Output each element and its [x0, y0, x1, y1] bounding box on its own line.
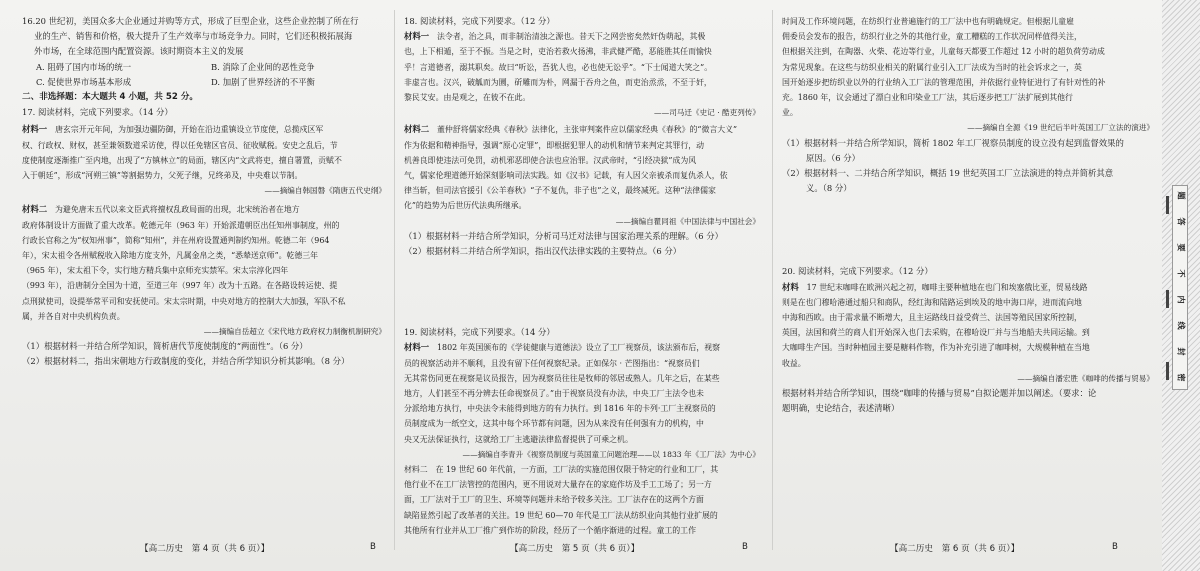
q16-option-d: D. 加剧了世界经济的不平衡: [211, 76, 315, 87]
material-line: 也，上下相遁，至于不振。当是之时，吏治若救火扬沸，非武健严酷，恶能胜其任而愉快: [404, 47, 712, 57]
version-label: B: [742, 542, 748, 552]
material-line: 政府体制设计方面做了重大改革。乾德元年（963 年）开始派遣朝臣出任知州事制度，州的: [22, 220, 340, 230]
section-heading: 二、非选择题：本大题共 4 小题，共 52 分。: [22, 92, 199, 103]
material-line: 化”的趋势为后世历代法典所继承。: [404, 201, 527, 211]
material-line: 分派给地方执行，中央法令未能得到地方的有力执行。到 1816 年的卡列·工厂主视察员的: [404, 404, 716, 414]
material-line: 行政长官称之为“权知州事”，简称“知州”，并在州府设置通判制约知州。乾德二年（964: [22, 235, 330, 245]
material-line: 律当斩，但司法官援引《公羊春秋》“子不复仇，非子也”之义，最终减死。这种“法律儒家: [404, 186, 716, 196]
material-line: 材料二 在 19 世纪 60 年代前，一方面，工厂法的实施范围仅限于特定的行业和工厂，其: [404, 465, 719, 475]
binding-char: 不: [1176, 269, 1186, 278]
q19-requirement: （2）根据材料一、二并结合所学知识，概括 19 世纪英国工厂立法演进的特点并简析其意: [782, 168, 1114, 179]
page-4: [22, 14, 386, 370]
q19-material-2-continued: [782, 14, 1154, 136]
page-4-footer: [140, 542, 390, 554]
material-label: 材料二: [404, 124, 430, 135]
material-line: 大咖啡生产国。当时种植园主要是糖料作物，作为补充引进了咖啡树，大规模种植在当地: [782, 343, 1090, 353]
material-label: 材料一: [22, 124, 48, 135]
material-line: 面，工厂法对于工厂的卫生、环境等问题并未给予较多关注。工厂法存在的这两个方面: [404, 495, 704, 505]
material-line: 董仲舒将儒家经典《春秋》法律化，主张审判案件应以儒家经典《春秋》的“微言大义”: [437, 125, 738, 135]
q19-material-2: [404, 462, 760, 538]
material-line: 员的视察活动并不顺利，且没有留下任何视察纪录。正如保尔 · 芒图指出：“视察员们: [404, 358, 700, 368]
material-line: 入于朝廷”，形成“河朔三镇”等割据势力，父死子继，兄终弟及，中央难以节制。: [22, 171, 303, 181]
binding-char: 内: [1176, 295, 1186, 304]
material-line: 1802 年英国颁布的《学徒健康与道德法》设立了工厂视察员，该法颁布后，视察: [437, 343, 721, 353]
material-line: 国开始逐步把纺织业以外的行业纳入工厂法的管理范围，并依据行业特征进行了有针对性的补: [782, 77, 1106, 87]
material-source: ——摘编自瞿同祖《中国法律与中国社会》: [615, 216, 760, 226]
q17-title: 17. 阅读材料，完成下列要求。（14 分）: [22, 107, 173, 118]
material-line: 则是在也门穆哈港通过船只和商队，经红海和陆路运到埃及的地中海口岸，进而流向地: [782, 297, 1082, 307]
q20-requirement: 根据材料并结合所学知识，围绕“咖啡的传播与贸易”自拟论题并加以阐述。（要求：论: [782, 388, 1097, 399]
material-line: 地方，人们甚至不再分辨去任命视察员了。”由于视察员没有办法，中央工厂主法令也未: [404, 389, 704, 399]
q17-material-2: [22, 202, 386, 339]
page-6-footer: [890, 542, 1140, 554]
material-line: 黎民艾安。由是观之，在彼不在此。: [404, 93, 531, 103]
q16-line: 业的生产、销售和价格，极大提升了生产效率与市场竞争力。同时，它们还积极拓展海: [34, 31, 353, 42]
material-line: 乎！言道德者，溺其职矣。故曰“听讼，吾犹人也，必也使无讼乎”。“下士闻道大笑之”。: [404, 62, 713, 72]
q16-line: 16.20 世纪初，美国众多大企业通过并购等方式，形成了巨型企业，这些企业控制了所在行: [22, 16, 359, 26]
material-line: 非虚言也。汉兴，破觚而为圜，斫雕而为朴，网漏于吞舟之鱼，而吏治烝烝，不至于奸，: [404, 77, 712, 87]
q19-material-1: [404, 340, 760, 462]
material-line: 其他所有行业并从工厂推广到作坊的阶段，经历了一个循序渐进的过程。童工的工作: [404, 525, 696, 535]
material-line: 法令者，治之具，而非制治清浊之源也。昔天下之网尝密矣然奸伪萌起，其极: [437, 32, 706, 42]
q19-requirement: 义。（8 分）: [806, 183, 852, 194]
binding-char: 答: [1176, 217, 1186, 226]
material-label: 材料一: [404, 31, 430, 42]
material-line: 充。1860 年，议会通过了漂白业和印染业工厂法，其后逐步把工厂法扩展到其他行: [782, 93, 1073, 103]
q19-requirement: 原因。（6 分）: [806, 152, 861, 163]
material-label: 材料一: [404, 342, 430, 353]
material-label: 材料二: [22, 204, 48, 215]
material-line: 权、行政权、财权，甚至兼领数道采访使，得以任免辖区官员、征收赋税。安史之乱后，节: [22, 140, 338, 150]
material-line: 中海和西欧。由于需求量不断增大，且主运路线日益受荷兰、法国等殖民国家所控制，: [782, 313, 1082, 323]
material-label: 材料: [782, 281, 799, 292]
binding-char: 题: [1176, 191, 1186, 200]
material-line: 度使制度逐渐推广至内地，出现了“方镇林立”的局面，辖区内“文武将吏，擅自署置，贡赋不: [22, 155, 342, 165]
page-divider: [772, 10, 773, 550]
q16-option-a: A. 阻碍了国内市场的统一: [36, 61, 132, 72]
version-label: B: [1112, 542, 1118, 552]
material-line: 点刑狱使司，设提举常平司和安抚使司。宋太宗时期，中央对地方的控制大大加强，军队不私: [22, 296, 346, 306]
question-16: [22, 14, 386, 90]
material-line: 机善良即使违法可免罚，动机邪恶即使合法也应治罪。汉武帝时，“引经决狱”成为风: [404, 155, 697, 165]
material-line: 气，儒家伦理道德开始深刻影响司法实践。如《汉书》记载，有人因父亲被杀而复仇杀人，依: [404, 171, 728, 181]
q20-material: [782, 280, 1154, 386]
q18-requirement: （1）根据材料一并结合所学知识，分析司马迁对法律与国家治理关系的理解。（6 分）: [404, 230, 723, 241]
material-line: 为常见现象。在这些与纺织业相关的附属行业引入工厂法成为当时的社会诉求之一，英: [782, 62, 1082, 72]
version-label: B: [370, 542, 376, 552]
q16-option-b: B. 消除了企业间的恶性竞争: [211, 61, 315, 72]
material-line: 佣委员会发布的报告，纺织行业之外的其他行业，童工糟糕的工作状况同样值得关注，: [782, 32, 1082, 42]
cut-line: [1166, 362, 1169, 380]
material-line: 属，并各自对中央机构负责。: [22, 311, 125, 321]
material-source: ——司马迁《史记 · 酷吏列传》: [654, 108, 760, 118]
material-line: 收益。: [782, 358, 806, 368]
material-line: 央又无法保证执行，这就给工厂主逃避法律监督提供了可乘之机。: [404, 434, 633, 444]
material-line: 他行业不在工厂法管控的范围内，更不用说对大量存在的家庭作坊及手工工场了；另一方: [404, 480, 712, 490]
material-line: 但根据关注到，在陶器、火柴、花边等行业，儿童每天都要工作超过 12 小时的超负荷劳动成: [782, 47, 1105, 57]
q19-requirement: （1）根据材料一并结合所学知识，简析 1802 年工厂视察员制度的设立没有起到监督效果的: [782, 137, 1124, 148]
material-line: 年），宋太祖令各州赋税收入除地方度支外，凡属金帛之类，“悉辇送京师”。乾德三年: [22, 251, 319, 261]
footer-page-label: 【高二历史 第 6 页（共 6 页）】: [890, 544, 1020, 554]
material-line: 为避免唐末五代以来文臣武将擅权乱政局面的出现，北宋统治者在地方: [55, 205, 300, 215]
material-source: ——摘编自韩国磐《隋唐五代史纲》: [264, 186, 386, 196]
binding-char: 密: [1176, 373, 1186, 382]
q17-requirement: （1）根据材料一并结合所学知识，简析唐代节度使制度的“两面性”。（6 分）: [22, 341, 308, 352]
material-line: 英国，法国和荷兰的商人们开始深入也门去采购，在穆哈设厂并与当地船夫共同运输。到: [782, 328, 1090, 338]
q17-material-1: [22, 122, 386, 198]
material-source: ——摘编自全源《19 世纪后半叶英国工厂立法的演进》: [967, 123, 1154, 133]
q19-title: 19. 阅读材料，完成下列要求。（14 分）: [404, 327, 555, 338]
page-divider: [394, 10, 395, 550]
q17-requirement: （2）根据材料二，指出宋朝地方行政制度的变化，并结合所学知识分析其影响。（8 分）: [22, 356, 350, 367]
binding-char: 封: [1176, 347, 1186, 356]
material-line: （993 年），沿唐制分全国为十道，至道三年（997 年）改为十五路。在各路设转运使、提: [22, 281, 338, 291]
q16-option-c: C. 促使世界市场基本形成: [36, 76, 132, 87]
material-line: 17 世纪末咖啡在欧洲兴起之初，咖啡主要种植地在也门和埃塞俄比亚，贸易线路: [806, 282, 1088, 292]
q20-title: 20. 阅读材料，完成下列要求。（12 分）: [782, 266, 933, 277]
material-line: 无其常伤同更在视察是议员报告，因为视察员往往是牧师的邻居或熟人。几年之后，在某些: [404, 373, 720, 383]
cut-line: [1166, 290, 1169, 308]
q18-material-2: [404, 122, 760, 228]
footer-page-label: 【高二历史 第 5 页（共 6 页）】: [510, 544, 640, 554]
q18-requirement: （2）根据材料二并结合所学知识，指出汉代法律实践的主要特点。（6 分）: [404, 246, 682, 257]
q18-title: 18. 阅读材料，完成下列要求。（12 分）: [404, 16, 555, 26]
material-line: 业。: [782, 108, 798, 118]
material-line: 唐玄宗开元年间，为加强边疆防御，开始在沿边重镇设立节度使，总揽戍区军: [55, 125, 324, 135]
material-line: 作为依据和精神指导，强调“原心定罪”，即根据犯罪人的动机和情节来判定其罪行，动: [404, 140, 705, 150]
material-line: （965 年），宋太祖下令，实行地方精兵集中京师充实禁军。宋太宗淳化四年: [22, 266, 289, 276]
q20-requirement: 题明确，史论结合，表述清晰）: [782, 403, 900, 414]
page-6: [782, 14, 1154, 416]
material-source: ——摘编自岳超立《宋代地方政府权力制衡机制研究》: [203, 327, 386, 337]
material-source: ——摘编自潘宏胜《咖啡的传播与贸易》: [1017, 373, 1154, 383]
q16-options: [22, 60, 386, 90]
binding-char: 要: [1176, 243, 1186, 252]
page-5: [404, 14, 760, 538]
material-line: 时间及工作环境问题，在纺织行业普遍施行的工厂法中也有明确规定。但根据儿童雇: [782, 17, 1074, 26]
q18-material-1: [404, 29, 760, 120]
material-source: ——摘编自李青升《视察员制度与英国童工问题治理——以 1833 年《工厂法》为中心》: [462, 449, 760, 459]
q16-line: 外市场，在全球范围内配置资源。该时期资本主义的发展: [34, 46, 244, 57]
binding-char: 线: [1176, 321, 1186, 330]
binding-margin: [1162, 0, 1200, 571]
do-not-answer-strip: [1172, 185, 1188, 390]
footer-page-label: 【高二历史 第 4 页（共 6 页）】: [140, 544, 270, 554]
page-5-footer: [510, 542, 760, 554]
material-line: 缺陷显然引起了改革者的关注。19 世纪 60—70 年代是工厂法从纺织业向其他行业扩展的: [404, 510, 718, 520]
material-line: 员制度成为一纸空文，这其中每个环节都有问题，因为从来没有任何强有力的机构，中: [404, 419, 704, 429]
cut-line: [1166, 196, 1169, 214]
